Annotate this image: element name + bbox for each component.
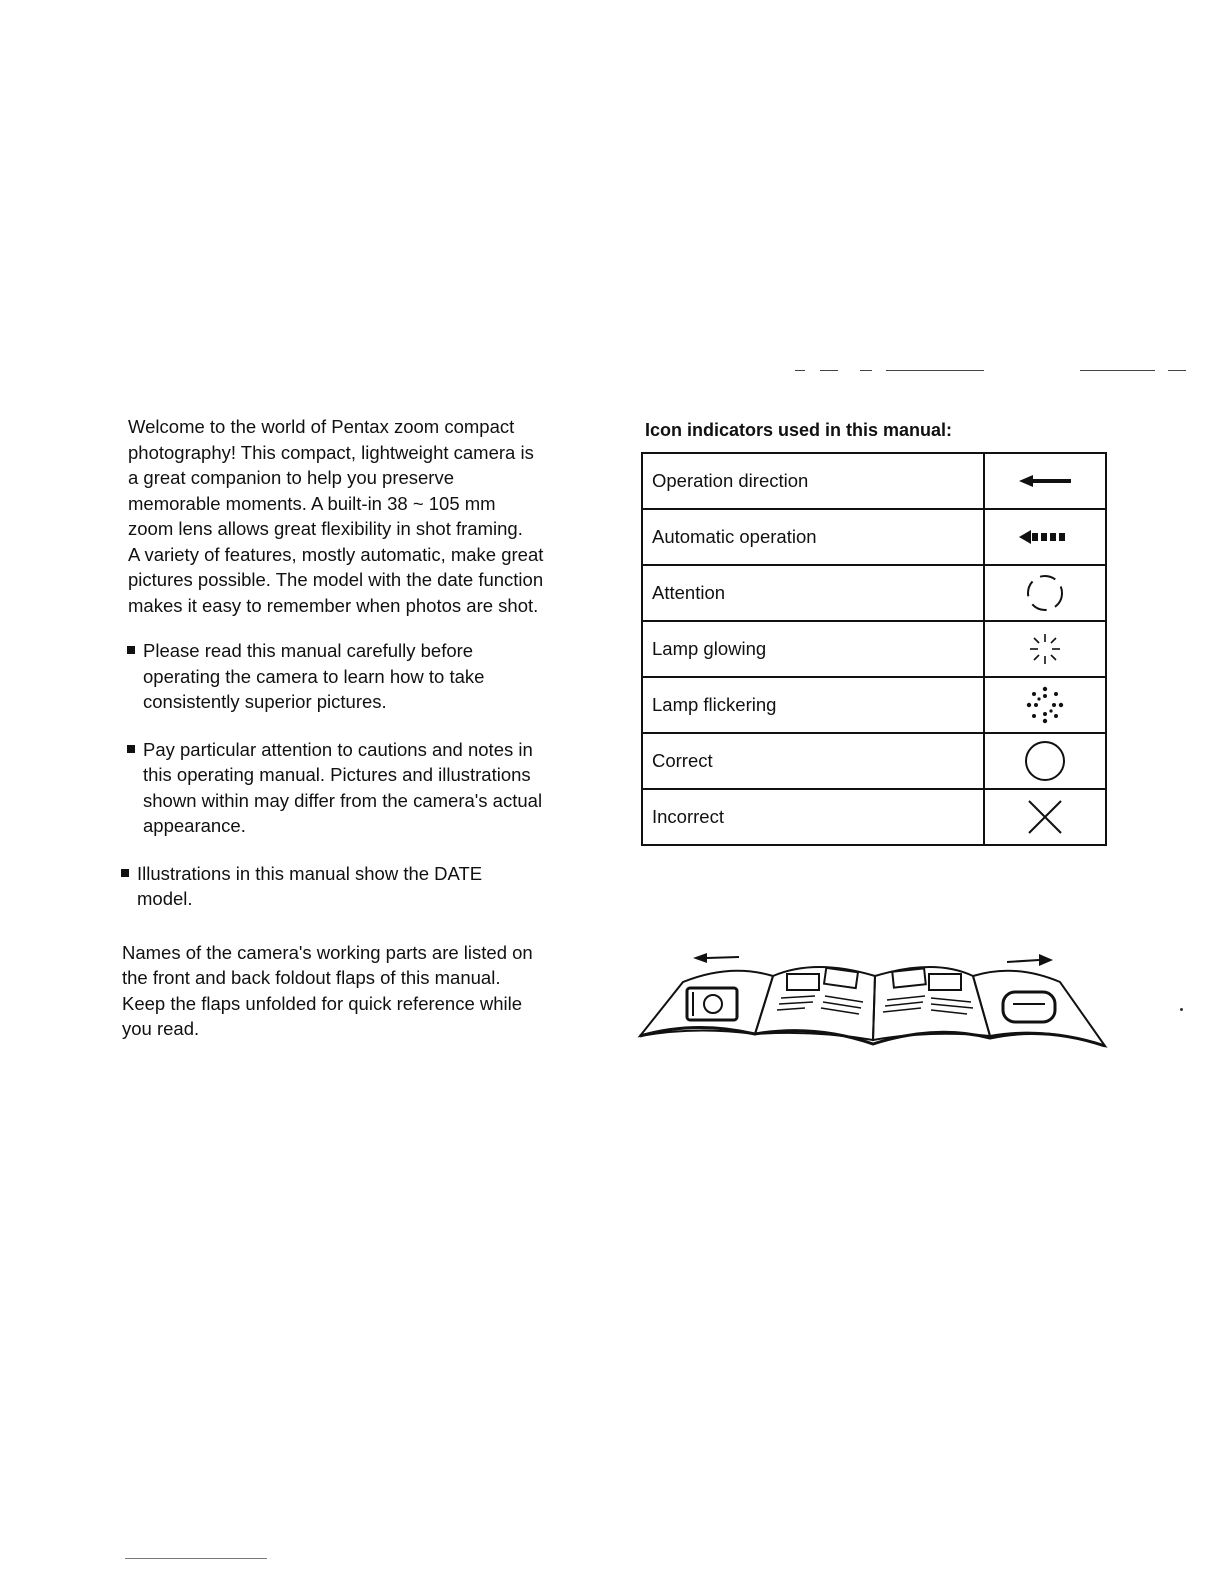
- list-item: Please read this manual carefully before operating the camera to learn how to take consistently superior pictures.: [118, 638, 598, 715]
- top-rule: [795, 370, 805, 371]
- lamp-flickering-icon: [1024, 684, 1066, 726]
- bullet-square-icon: [127, 745, 135, 753]
- dashed-circle-icon: [1023, 571, 1067, 615]
- bullet-square-icon: [127, 646, 135, 654]
- arrow-left-icon: [693, 953, 739, 963]
- icon-label: Operation direction: [642, 453, 984, 509]
- foldout-paragraph: Names of the camera's working parts are listed on the front and back foldout flaps of this manual. Keep the flaps unfolded for quick reference while you read.: [122, 941, 533, 1039]
- dashed-arrow-left-icon: [1015, 527, 1075, 547]
- stray-dot: [1180, 1008, 1183, 1011]
- bottom-rule: [125, 1558, 267, 1559]
- arrow-left-icon: [1015, 471, 1075, 491]
- icon-label: Incorrect: [642, 789, 984, 845]
- table-row: [642, 733, 1106, 789]
- icon-label: Attention: [642, 565, 984, 621]
- icon-cell: [984, 677, 1106, 733]
- lamp-glowing-icon: [1025, 629, 1065, 669]
- icon-cell: [984, 733, 1106, 789]
- top-rule: [1080, 370, 1155, 371]
- table-row: [642, 509, 1106, 565]
- icon-indicator-table: [641, 452, 1107, 846]
- icon-label: Lamp glowing: [642, 621, 984, 677]
- icon-label: Automatic operation: [642, 509, 984, 565]
- icon-cell: [984, 453, 1106, 509]
- icon-table-heading: Icon indicators used in this manual:: [645, 420, 953, 440]
- left-column: [118, 414, 598, 1042]
- foldout-booklet-illustration: [635, 948, 1110, 1048]
- top-rule: [1168, 370, 1186, 371]
- table-row: [642, 453, 1106, 509]
- arrow-right-icon: [1007, 954, 1053, 966]
- icon-label: Correct: [642, 733, 984, 789]
- icon-cell: [984, 509, 1106, 565]
- notes-list: [118, 638, 598, 912]
- icon-cell: [984, 565, 1106, 621]
- cross-icon: [1024, 796, 1066, 838]
- table-row: [642, 677, 1106, 733]
- table-row: [642, 565, 1106, 621]
- top-rule: [886, 370, 984, 371]
- top-rule: [860, 370, 872, 371]
- icon-cell: [984, 789, 1106, 845]
- circle-icon: [1022, 738, 1068, 784]
- list-item: Illustrations in this manual show the DATE model.: [112, 861, 598, 912]
- top-rule: [820, 370, 838, 371]
- table-row: [642, 621, 1106, 677]
- intro-paragraph: Welcome to the world of Pentax zoom compact photography! This compact, lightweight camera is a great companion to help you preserve memorable moments. A built-in 38 ~ 105 mm zoom lens allows great flexibility in shot framing. A variety of features, mostly automatic, make great pictures possible. The model with the date function makes it easy to remember when photos are shot.: [128, 416, 544, 616]
- list-item: Pay particular attention to cautions and notes in this operating manual. Pictures and illustrations shown within may differ from the camera's actual appearance.: [118, 737, 598, 839]
- bullet-square-icon: [121, 869, 129, 877]
- icon-cell: [984, 621, 1106, 677]
- icon-label: Lamp flickering: [642, 677, 984, 733]
- table-row: [642, 789, 1106, 845]
